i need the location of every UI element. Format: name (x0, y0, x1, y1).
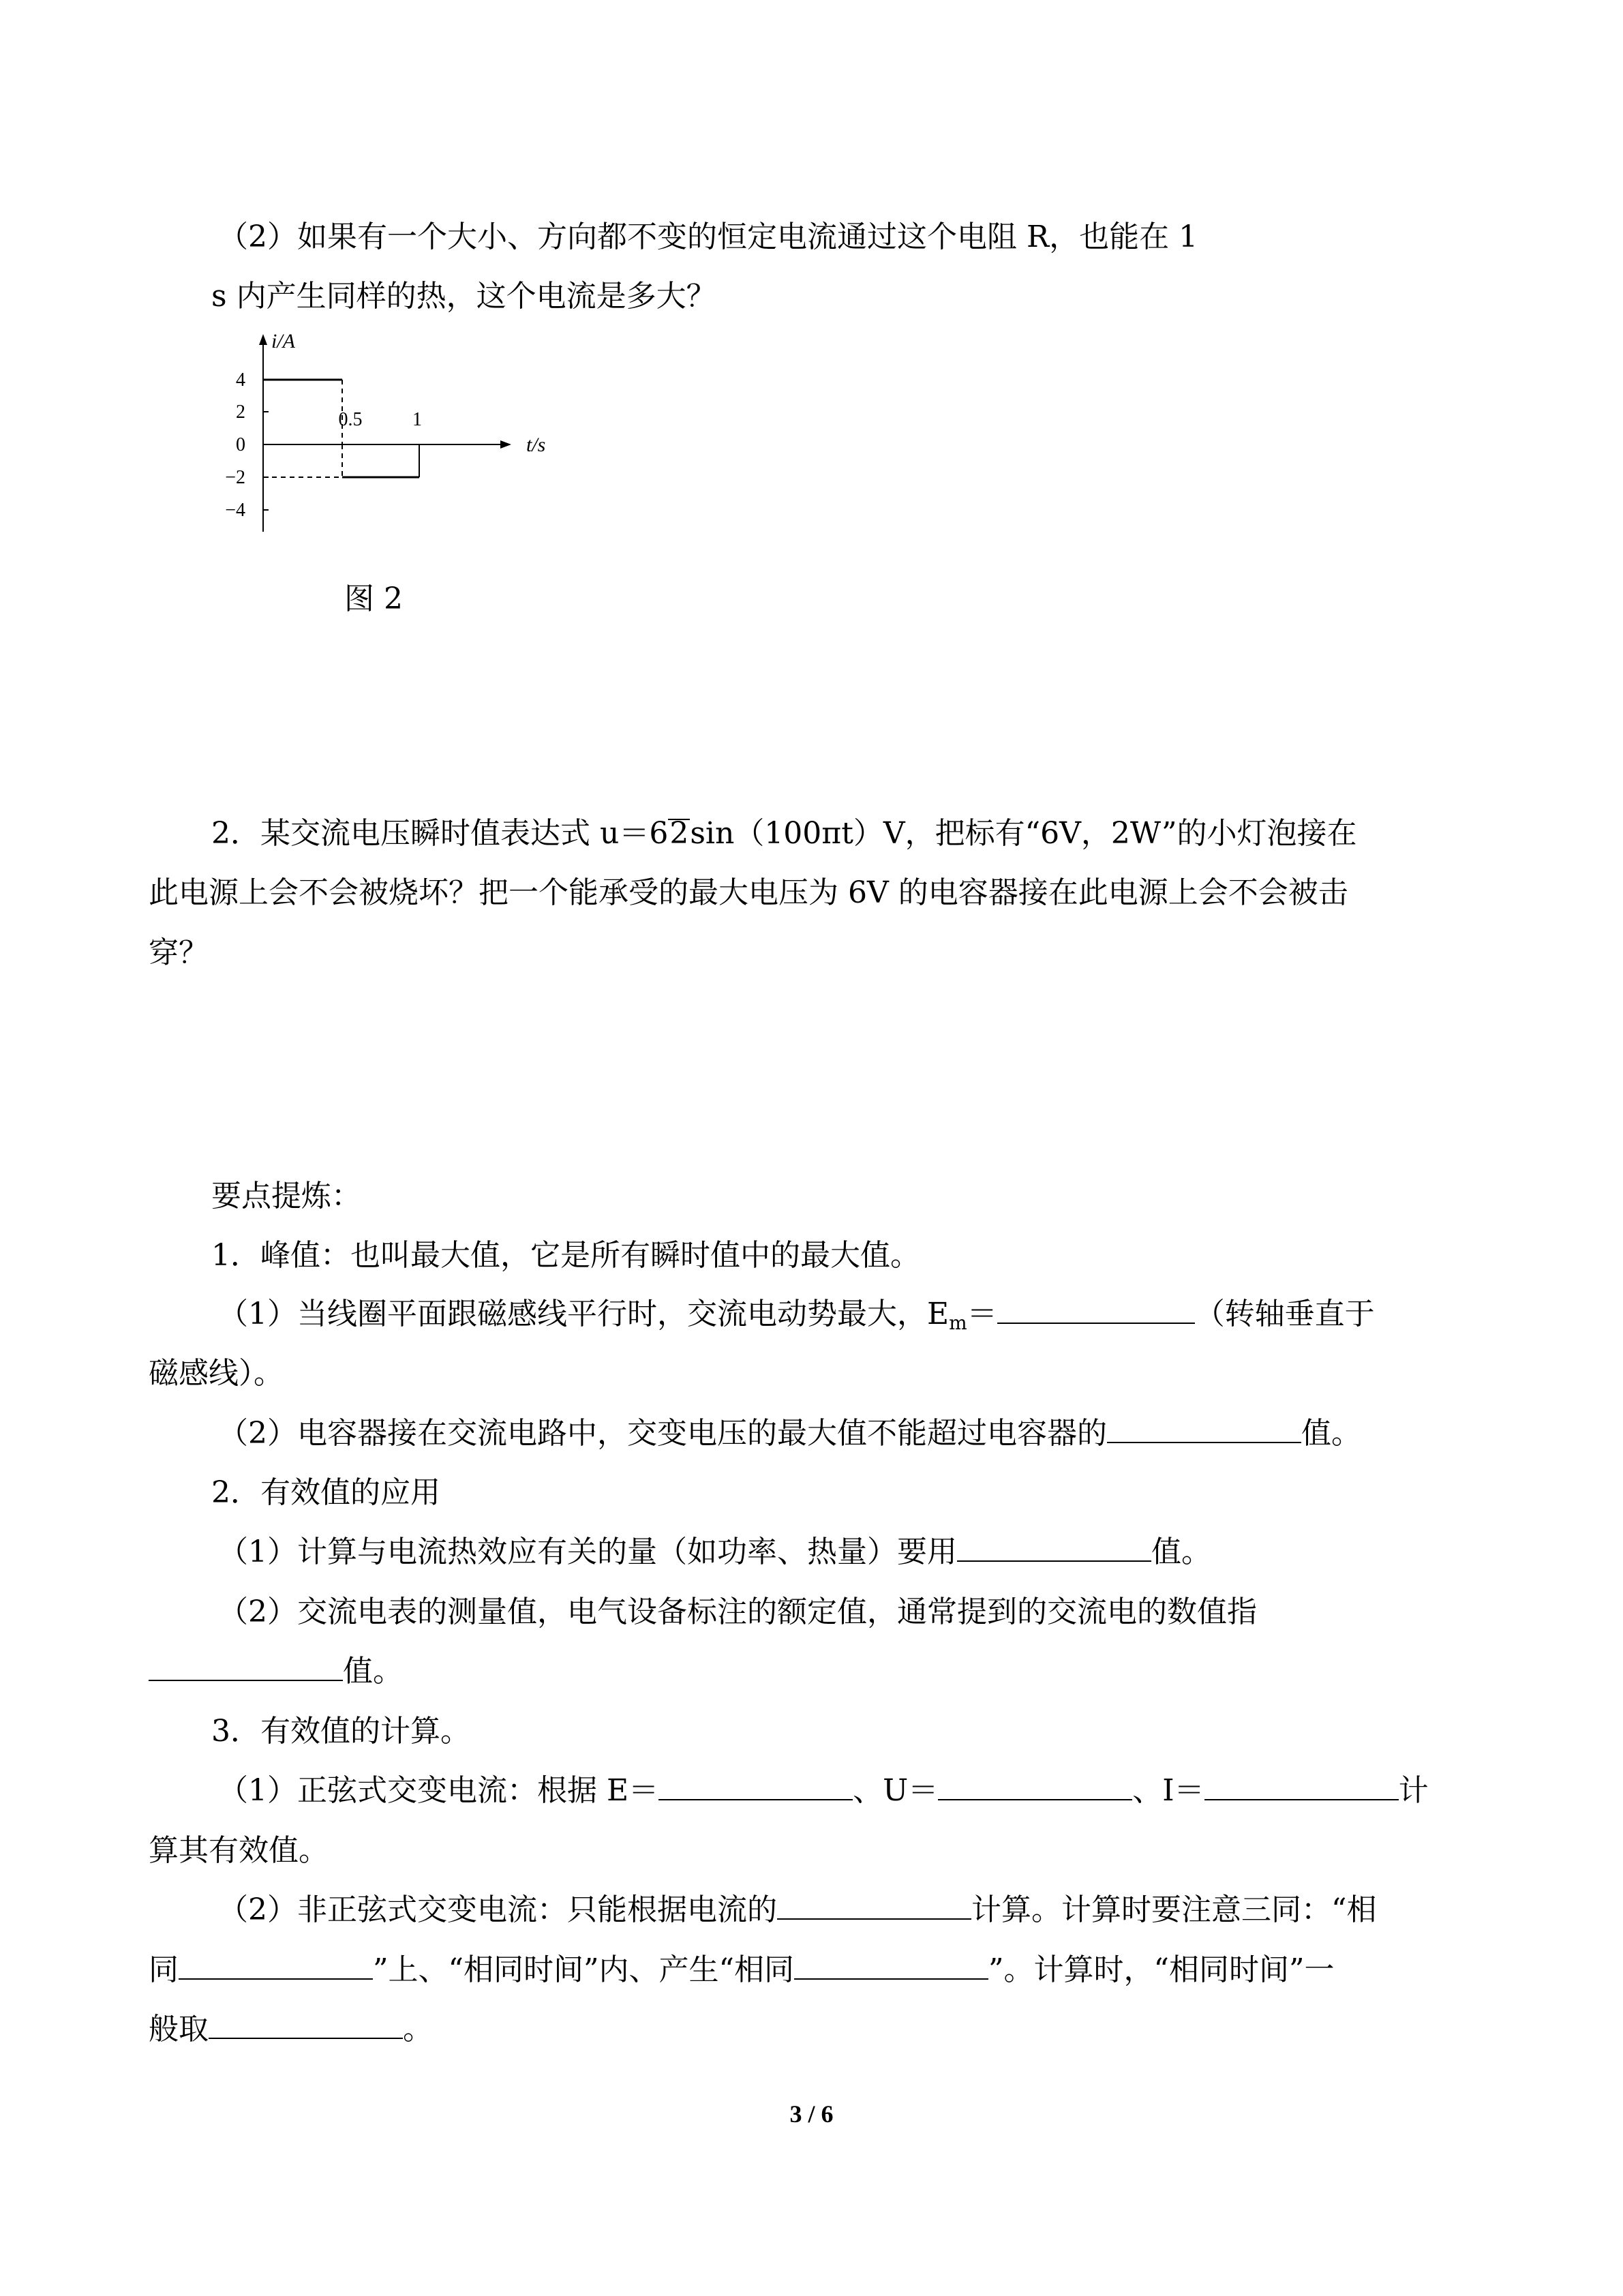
answer-blank[interactable] (658, 1772, 853, 1800)
text: 、U＝ (853, 1773, 939, 1808)
summary-p1-1 (218, 1294, 1375, 1344)
y-tick-label: 2 (236, 402, 245, 423)
text: 值。 (343, 1654, 403, 1689)
answer-blank[interactable] (794, 1951, 988, 1980)
text: ”。计算时，“相同时间”一 (988, 1952, 1335, 1987)
text: （转轴垂直于 (1194, 1297, 1375, 1331)
summary-p1-2 (218, 1413, 1361, 1454)
y-axis-arrow (259, 334, 267, 345)
answer-blank[interactable] (1204, 1772, 1399, 1800)
text: 值。 (1151, 1535, 1211, 1569)
summary-p3-1 (218, 1770, 1429, 1811)
text: 同 (149, 1952, 179, 1987)
summary-heading: 要点提炼： (211, 1179, 361, 1213)
summary-p2-2-cont (149, 1651, 403, 1692)
x-tick-label: 1 (412, 409, 422, 430)
x-axis-label: t/s (526, 434, 546, 456)
summary-p3: 3．有效值的计算。 (211, 1714, 470, 1749)
summary-p3-2-cont (149, 1950, 1334, 1991)
text: 般取 (149, 2012, 209, 2046)
x-tick-label: 0.5 (338, 409, 363, 430)
x-axis-arrow (500, 440, 511, 449)
text: 、I＝ (1132, 1773, 1204, 1808)
text: 值。 (1301, 1416, 1361, 1451)
answer-blank[interactable] (209, 2010, 403, 2039)
text: ＝ (967, 1297, 997, 1331)
q2-text-b: sin（100πt）V，把标有“6V，2W”的小灯泡接在 (690, 816, 1357, 851)
q1-part2-line1: （2）如果有一个大小、方向都不变的恒定电流通过这个电阻 R，也能在 1 (218, 220, 1198, 254)
q2-line3: 穿？ (149, 935, 209, 970)
answer-blank[interactable] (149, 1652, 343, 1681)
answer-blank[interactable] (1107, 1415, 1301, 1443)
y-tick-label: 0 (236, 434, 245, 455)
summary-p2: 2．有效值的应用 (211, 1475, 440, 1510)
answer-blank[interactable] (179, 1951, 373, 1980)
q2-text-a: 2．某交流电压瞬时值表达式 u＝6 (211, 816, 669, 851)
text: 计算。计算时要注意三同：“相 (971, 1892, 1377, 1927)
q1-part2-line2: s 内产生同样的热，这个电流是多大？ (211, 279, 716, 314)
summary-p3-2-cont2 (149, 2009, 433, 2050)
text: （1）计算与电流热效应有关的量（如功率、热量）要用 (218, 1535, 957, 1569)
q2-line2: 此电源上会不会被烧坏？把一个能承受的最大电压为 6V 的电容器接在此电源上会不会被击 (149, 875, 1348, 910)
answer-blank[interactable] (997, 1295, 1195, 1324)
subscript: m (949, 1312, 967, 1334)
y-tick-label: 4 (236, 369, 245, 391)
sqrt-radicand: 2 (669, 816, 689, 851)
sqrt-value (668, 816, 690, 851)
answer-blank[interactable] (777, 1891, 971, 1920)
summary-p3-1-cont: 算其有效值。 (149, 1833, 329, 1868)
q2-line1 (211, 813, 1356, 854)
y-tick-label: −2 (225, 467, 245, 488)
text: 。 (403, 2012, 433, 2046)
y-axis-label: i/A (271, 330, 295, 352)
page-number: 3 / 6 (789, 2100, 834, 2128)
summary-p3-2 (218, 1890, 1377, 1931)
text: （1）当线圈平面跟磁感线平行时，交流电动势最大，E (218, 1297, 950, 1331)
text: （2）非正弦式交变电流：只能根据电流的 (218, 1892, 777, 1927)
text: ”上、“相同时间”内、产生“相同 (373, 1952, 794, 1987)
figure-caption: 图 2 (344, 581, 403, 616)
text: （1）正弦式交变电流：根据 E＝ (218, 1773, 659, 1808)
summary-p2-2: （2）交流电表的测量值，电气设备标注的额定值，通常提到的交流电的数值指 (218, 1595, 1257, 1629)
answer-blank[interactable] (938, 1772, 1132, 1800)
text: （2）电容器接在交流电路中，交变电压的最大值不能超过电容器的 (218, 1416, 1107, 1451)
text: 计 (1398, 1773, 1429, 1808)
current-time-graph (204, 327, 573, 545)
y-tick-label: −4 (225, 500, 245, 521)
summary-p1: 1．峰值：也叫最大值，它是所有瞬时值中的最大值。 (211, 1238, 920, 1273)
answer-blank[interactable] (957, 1533, 1151, 1562)
summary-p1-1-cont: 磁感线）。 (149, 1356, 284, 1391)
summary-p2-1 (218, 1532, 1211, 1573)
